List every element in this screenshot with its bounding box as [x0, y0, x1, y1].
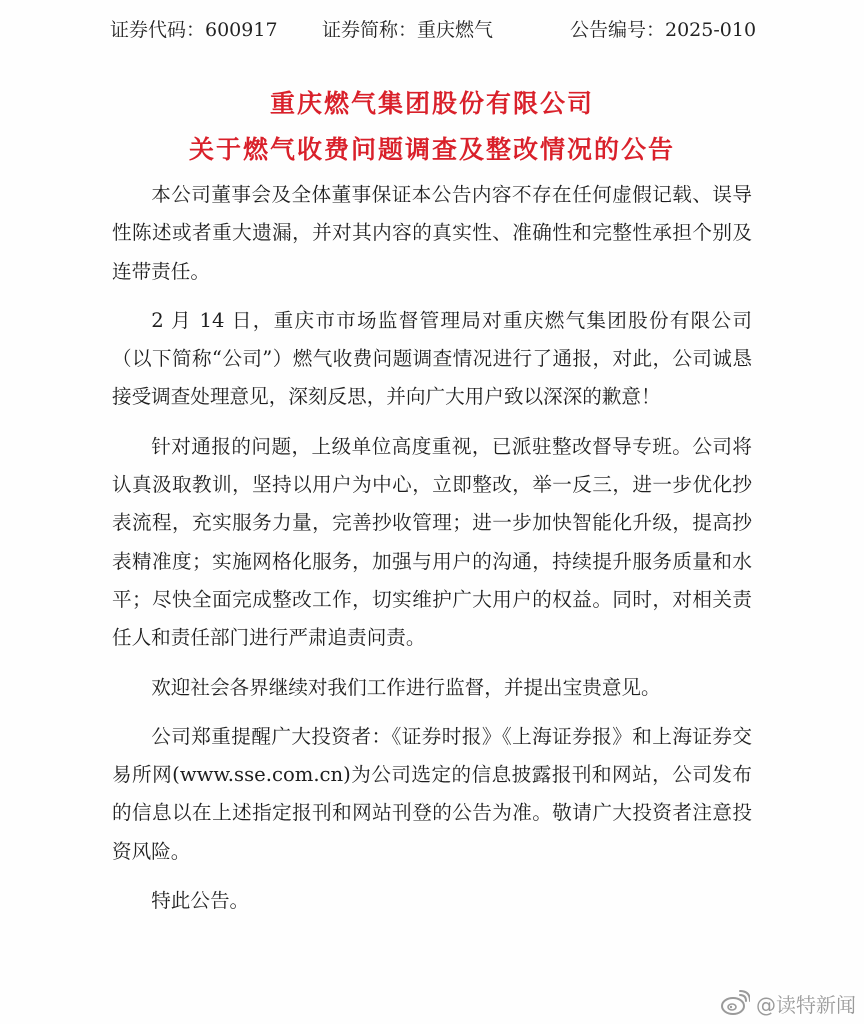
- paragraph-investor-reminder: 公司郑重提醒广大投资者：《证券时报》《上海证券报》和上海证券交易所网(www.sse.com.cn)为公司选定的信息披露报刊和网站，公司发布的信息以在上述指定报刊和网站刊登的公告为准。敬请广大投资者注意投资风险。: [112, 724, 752, 863]
- stock-abbreviation: 证券简称：重庆燃气: [322, 19, 494, 41]
- announcement-title: 关于燃气收费问题调查及整改情况的公告: [188, 135, 675, 164]
- paragraph-closing: 特此公告。: [151, 889, 250, 913]
- paragraph-notice: 2 月 14 日，重庆市市场监督管理局对重庆燃气集团股份有限公司（以下简称“公司”）燃气收费问题调查情况进行了通报，对此，公司诚恳接受调查处理意见，深刻反思，并向广大用户致以深深的歉意！: [112, 308, 752, 409]
- announcement-body: [112, 176, 752, 931]
- source-watermark: [720, 988, 856, 1018]
- paragraph-disclaimer: 本公司董事会及全体董事保证本公告内容不存在任何虚假记载、误导性陈述或者重大遗漏，并对其内容的真实性、准确性和完整性承担个别及连带责任。: [112, 183, 752, 283]
- stock-code: 证券代码：600917: [110, 19, 278, 41]
- company-title: 重庆燃气集团股份有限公司: [269, 89, 594, 118]
- announcement-number: 公告编号：2025-010: [570, 19, 757, 41]
- watermark-text: @读特新闻: [756, 992, 856, 1017]
- paragraph-supervision: 欢迎社会各界继续对我们工作进行监督，并提出宝贵意见。: [151, 675, 661, 699]
- announcement-header: [0, 14, 864, 46]
- weibo-icon: [720, 990, 750, 1016]
- paragraph-rectification: 针对通报的问题，上级单位高度重视，已派驻整改督导专班。公司将认真汲取教训，坚持以用户为中心，立即整改，举一反三，进一步优化抄表流程，充实服务力量，完善抄收管理；进一步加快智能化升级，提高抄表精准度；实施网格化服务，加强与用户的沟通，持续提升服务质量和水平；尽快全面完成整改工作，切实维护广大用户的权益。同时，对相关责任人和责任部门进行严肃追责问责。: [112, 434, 752, 650]
